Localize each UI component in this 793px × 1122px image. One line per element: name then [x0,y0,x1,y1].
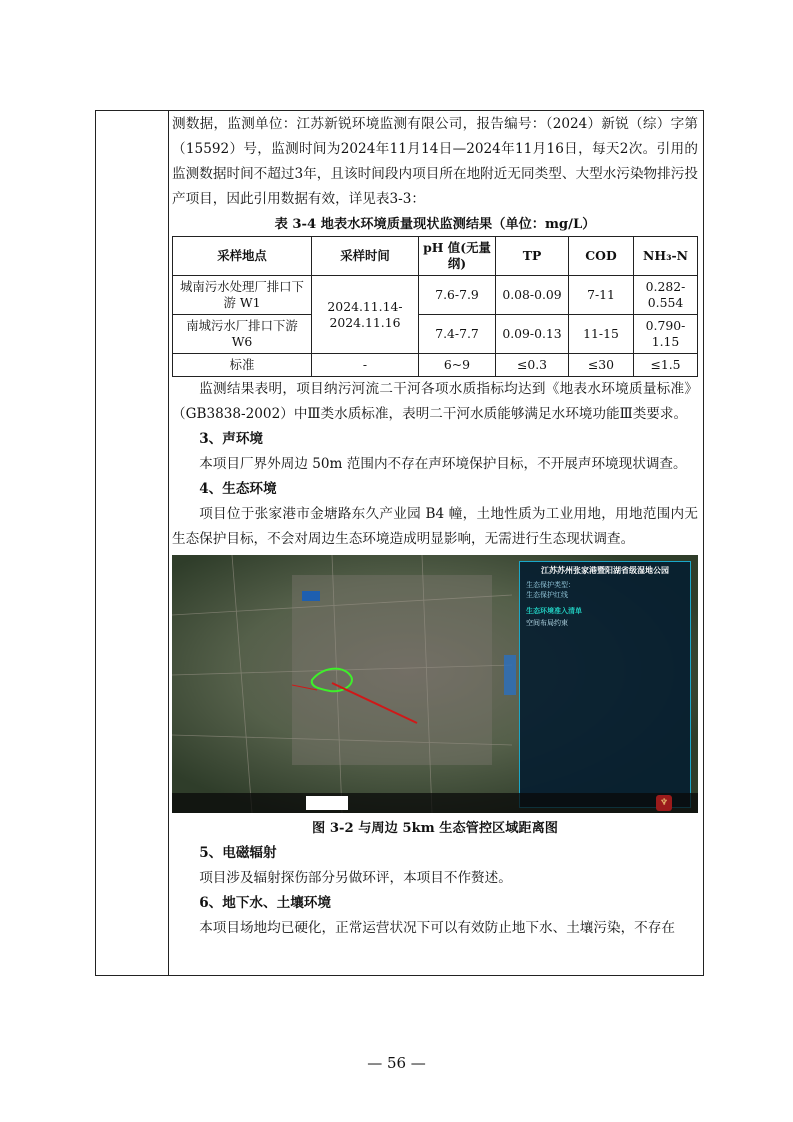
header-tp: TP [496,237,569,276]
cell-cod: 7-11 [569,276,634,315]
section-text-ecology: 项目位于张家港市金塘路东久产业园 B4 幢，土地性质为工业用地，用地范围内无生态保护目标，不会对周边生态环境造成明显影响，无需进行生态现状调查。 [172,506,698,547]
page-content [172,112,698,941]
table-row [173,315,698,354]
cell-cod: ≤30 [569,354,634,377]
table-row [173,276,698,315]
panel-title: 江苏苏州张家港暨阳湖省级湿地公园 [541,566,669,575]
table-caption: 表 3-4 地表水环境质量现状监测结果（单位：mg/L） [274,217,596,232]
cell-nh3n: 0.282-0.554 [634,276,698,315]
ecology-map-image [172,555,698,813]
map-label-marker [302,591,320,601]
cell-nh3n: 0.790-1.15 [634,315,698,354]
header-time: 采样时间 [312,237,419,276]
header-ph: pH 值(无量纲) [419,237,496,276]
column-divider [168,111,169,975]
cell-ph: 6~9 [419,354,496,377]
table-header-row [173,237,698,276]
water-quality-table [172,236,698,377]
section-heading-radiation: 5、电磁辐射 [199,845,277,861]
header-site: 采样地点 [173,237,312,276]
cell-site: 南城污水厂排口下游 W6 [173,315,312,354]
cell-site: 城南污水处理厂排口下游 W1 [173,276,312,315]
map-info-panel [519,561,691,808]
cell-tp: 0.08-0.09 [496,276,569,315]
cell-sampling-time: 2024.11.14-2024.11.16 [312,276,419,354]
map-footer [172,793,698,813]
section-text-radiation: 项目涉及辐射探伤部分另做环评，本项目不作赘述。 [199,870,512,886]
conclusion-paragraph: 监测结果表明，项目纳污河流二干河各项水质指标均达到《地表水环境质量标准》（GB3838-2002）中Ⅲ类水质标准，表明二干河水质能够满足水环境功能Ⅲ类要求。 [172,381,698,422]
cell-ph: 7.4-7.7 [419,315,496,354]
section-text-groundwater: 本项目场地均已硬化，正常运营状况下可以有效防止地下水、土壤污染，不存在 [199,920,675,936]
panel-list: 空间布局约束 [526,619,568,627]
cell-ph: 7.6-7.9 [419,276,496,315]
cell-site: 标准 [173,354,312,377]
map-logo-icon [306,796,348,810]
page-number: — 56 — [367,1054,426,1072]
cell-tp: ≤0.3 [496,354,569,377]
cell-time: - [312,354,419,377]
panel-row: 生态保护红线 [526,591,568,599]
section-heading-ecology: 4、生态环境 [199,481,277,497]
cell-cod: 11-15 [569,315,634,354]
section-text-noise: 本项目厂界外周边 50m 范围内不存在声环境保护目标，不开展声环境现状调查。 [199,456,687,472]
panel-row: 生态保护类型： [526,581,575,589]
header-nh3n: NH₃-N [634,237,698,276]
figure-caption: 图 3-2 与周边 5km 生态管控区域距离图 [312,821,558,836]
cell-nh3n: ≤1.5 [634,354,698,377]
header-cod: COD [569,237,634,276]
panel-section: 生态环境准入清单 [526,607,582,615]
section-heading-groundwater: 6、地下水、土壤环境 [199,895,331,911]
emblem-icon: ♆ [656,795,672,811]
table-row-standard [173,354,698,377]
intro-paragraph: 测数据，监测单位：江苏新锐环境监测有限公司，报告编号：（2024）新锐（综）字第（15592）号，监测时间为2024年11月14日—2024年11月16日，每天2次。引用的监测数据时间不超过3年，且该时间段内项目所在地附近无同类型、大型水污染物排污投产项目，因此引用数据有效，详见表3-3： [172,116,698,207]
section-heading-noise: 3、声环境 [199,431,264,447]
cell-tp: 0.09-0.13 [496,315,569,354]
